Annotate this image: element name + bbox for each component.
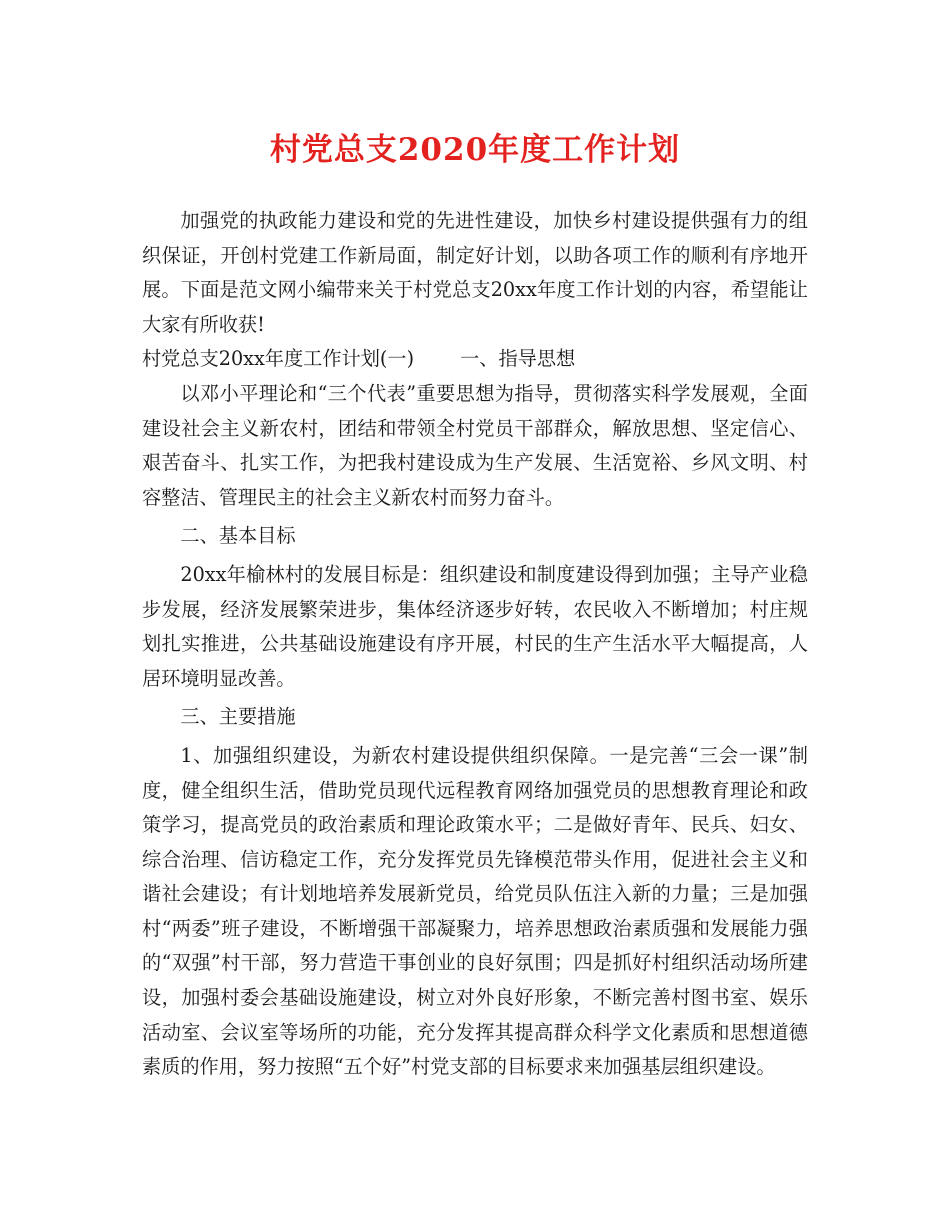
- plan-heading: 村党总支20xx年度工作计划(一): [142, 347, 415, 371]
- section3-heading: 三、主要措施: [180, 705, 296, 729]
- section2-paragraph: 20xx年榆林村的发展目标是：组织建设和制度建设得到加强；主导产业稳步发展，经济发展繁荣进步，集体经济逐步好转，农民收入不断增加；村庄规划扎实推进，公共基础设施建设有序开展，村民的生产生活水平大幅提高，人居环境明显改善。: [142, 562, 808, 690]
- section2-heading: 二、基本目标: [180, 524, 296, 548]
- document-body: [142, 204, 808, 1085]
- plan-heading-line: [142, 342, 808, 377]
- section1-heading: 一、指导思想: [460, 347, 576, 371]
- section1-paragraph: 以邓小平理论和“三个代表”重要思想为指导，贯彻落实科学发展观，全面建设社会主义新农村，团结和带领全村党员干部群众，解放思想、坚定信心、艰苦奋斗、扎实工作，为把我村建设成为生产发展、生活宽裕、乡风文明、村容整洁、管理民主的社会主义新农村而努力奋斗。: [142, 381, 808, 509]
- document-title: 村党总支2020年度工作计划: [269, 132, 681, 168]
- intro-paragraph: 加强党的执政能力建设和党的先进性建设，加快乡村建设提供强有力的组织保证，开创村党建工作新局面，制定好计划，以助各项工作的顺利有序地开展。下面是范文网小编带来关于村党总支20xx年度工作计划的内容，希望能让大家有所收获!: [142, 209, 808, 336]
- section3-item1-paragraph: 1、加强组织建设，为新农村建设提供组织保障。一是完善“三会一课”制度，健全组织生活，借助党员现代远程教育网络加强党员的思想教育理论和政策学习，提高党员的政治素质和理论政策水平；二是做好青年、民兵、妇女、综合治理、信访稳定工作，充分发挥党员先锋模范带头作用，促进社会主义和谐社会建设；有计划地培养发展新党员，给党员队伍注入新的力量；三是加强村“两委”班子建设，不断增强干部凝聚力，培养思想政治素质强和发展能力强的“双强”村干部，努力营造干事创业的良好氛围；四是抓好村组织活动场所建设，加强村委会基础设施建设，树立对外良好形象，不断完善村图书室、娱乐活动室、会议室等场所的功能，充分发挥其提高群众科学文化素质和思想道德素质的作用，努力按照“五个好”村党支部的目标要求来加强基层组织建设。: [142, 743, 808, 1079]
